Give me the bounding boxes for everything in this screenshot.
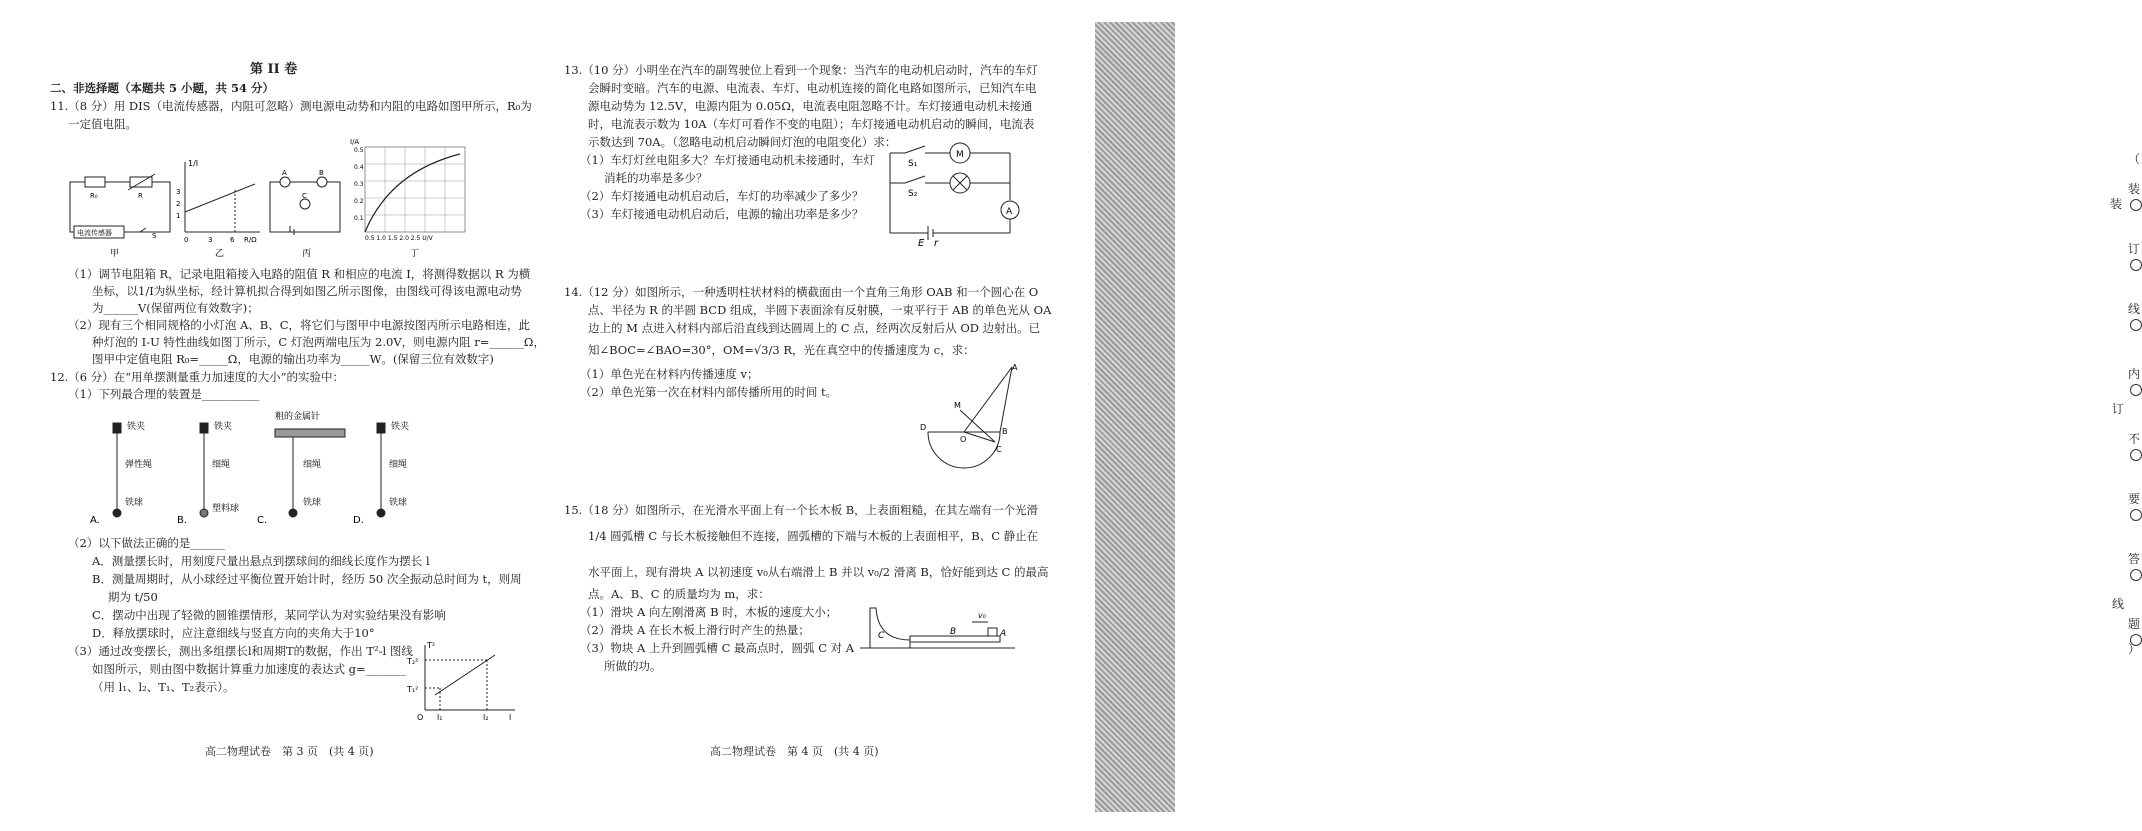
svg-text:l: l bbox=[509, 713, 512, 722]
side-char-2: 订 bbox=[2112, 402, 2125, 416]
left-page bbox=[0, 0, 560, 831]
q12-opt-b1: B．测量周期时，从小球经过平衡位置开始计时，经历 50 次全振动总时间为 t，则周 bbox=[92, 572, 522, 586]
svg-text:A: A bbox=[1012, 363, 1018, 372]
binding-line bbox=[1060, 0, 2141, 831]
svg-text:1/I: 1/I bbox=[188, 159, 199, 168]
label-yi: 乙 bbox=[215, 249, 225, 259]
svg-text:l₁: l₁ bbox=[437, 713, 443, 722]
circuit-bing bbox=[270, 177, 340, 235]
q11-sub1-l3: 为______V(保留两位有效数字)； bbox=[92, 301, 259, 315]
q15-l4: 点。A、B、C 的质量均为 m，求： bbox=[588, 587, 770, 601]
q15-s2: （2）滑块 A 在长木板上滑行时产生的热量； bbox=[580, 623, 810, 637]
svg-text:M: M bbox=[956, 150, 964, 160]
q13-s1a: （1）车灯灯丝电阻多大？车灯接通电动机未接通时，车灯 bbox=[580, 153, 875, 167]
label-tieqiu-c: 铁球 bbox=[303, 498, 322, 508]
label-tiejia-b: 铁夹 bbox=[214, 422, 233, 432]
q12-opt-b2: 期为 t/50 bbox=[108, 590, 158, 604]
q11-sub2-l1: （2）现有三个相同规格的小灯泡 A、B、C，将它们与图甲中电源按图丙所示电路相连，此 bbox=[68, 318, 531, 332]
label-bing: 丙 bbox=[302, 249, 312, 259]
side-char-1: 装 bbox=[2110, 197, 2123, 211]
q13-s1b: 消耗的功率是多少？ bbox=[604, 171, 708, 185]
label-tieqiu-a: 铁球 bbox=[125, 498, 144, 508]
volume-header: 第 II 卷 bbox=[250, 62, 298, 77]
side-char-3: 线 bbox=[2112, 597, 2125, 611]
q12-sub3-l1: （3）通过改变摆长，测出多组摆长l和周期T的数据，作出 T²-l 图线 bbox=[68, 644, 413, 658]
q12-opt-a: A．测量摆长时，用刻度尺量出悬点到摆球间的细线长度作为摆长 l bbox=[92, 554, 430, 568]
svg-text:0.4: 0.4 bbox=[354, 164, 364, 171]
svg-text:l₂: l₂ bbox=[483, 713, 489, 722]
right-footer: 高二物理试卷 第 4 页 (共 4 页) bbox=[710, 745, 879, 758]
q15-l3: 水平面上，现有滑块 A 以初速度 v₀从右端滑上 B 并以 v₀/2 滑离 B，恰好能到达 C 的最高 bbox=[588, 565, 1049, 579]
svg-text:3: 3 bbox=[176, 188, 181, 196]
label-jia: 甲 bbox=[110, 249, 120, 259]
q12-opt-d: D．释放摆球时，应注意细线与竖直方向的夹角大于10° bbox=[92, 626, 375, 640]
label-suliao: 塑料球 bbox=[212, 504, 240, 514]
label-xisheng-d: 细绳 bbox=[389, 460, 408, 470]
svg-text:R₀: R₀ bbox=[90, 192, 98, 200]
seal-paren-top: （ bbox=[2128, 152, 2141, 166]
left-footer: 高二物理试卷 第 3 页 (共 4 页) bbox=[205, 745, 374, 758]
q12-sub3-l2: 如图所示，则由图中数据计算重力加速度的表达式 g=_______ bbox=[92, 662, 406, 676]
svg-text:A: A bbox=[1000, 629, 1007, 639]
svg-text:3: 3 bbox=[208, 236, 213, 244]
label-jinshu: 粗的金属针 bbox=[275, 412, 321, 422]
q11-sub2-l3: 图甲中定值电阻 R₀=_____Ω，电源的输出功率为_____W。(保留三位有效数字) bbox=[92, 352, 494, 366]
svg-text:M: M bbox=[954, 401, 961, 410]
q13-l5: 示数达到 70A。（忽略电动机启动瞬间灯泡的电阻变化）求： bbox=[588, 135, 897, 149]
section-title: 二、非选择题（本题共 5 小题，共 54 分） bbox=[50, 81, 275, 95]
svg-text:I/A: I/A bbox=[350, 138, 360, 146]
svg-text:C: C bbox=[996, 445, 1002, 454]
q13-s3: （3）车灯接通电动机启动后，电源的输出功率是多少？ bbox=[580, 207, 864, 221]
svg-text:O: O bbox=[960, 435, 967, 444]
svg-text:v₀: v₀ bbox=[978, 611, 986, 620]
svg-text:B: B bbox=[1002, 427, 1008, 436]
svg-text:S₂: S₂ bbox=[908, 189, 918, 199]
q14-l4: 知∠BOC=∠BAO=30°，OM=√3/3 R，光在真空中的传播速度为 c，求： bbox=[588, 343, 975, 357]
seal-char-7: 答 bbox=[2128, 550, 2142, 581]
q15-l2: 1/4 圆弧槽 C 与长木板接触但不连接，圆弧槽的下端与木板的上表面相平，B、C 静止在 bbox=[588, 529, 1039, 543]
svg-text:T²: T² bbox=[427, 641, 436, 650]
svg-text:S: S bbox=[152, 232, 157, 240]
seal-char-6: 要 bbox=[2128, 490, 2142, 521]
svg-text:O: O bbox=[417, 713, 424, 722]
hatched-margin bbox=[1095, 22, 1175, 812]
q14-l2: 点、半径为 R 的半圆 BCD 组成，半圆下表面涂有反射膜，一束平行于 AB 的单色光从 OA bbox=[588, 303, 1052, 317]
q11-sub1-l1: （1）调节电阻箱 R，记录电阻箱接入电路的阻值 R 和相应的电流 I，将测得数据以 R 为横 bbox=[68, 267, 531, 281]
svg-text:C: C bbox=[878, 631, 885, 641]
svg-text:6: 6 bbox=[230, 236, 235, 244]
q11-sub2-l2: 种灯泡的 I-U 特性曲线如图丁所示，C 灯泡两端电压为 2.0V，则电源内阻 r=______Ω， bbox=[92, 335, 545, 349]
q11-line1: 11.（8 分）用 DIS（电流传感器，内阻可忽略）测电源电动势和内阻的电路如图甲所示，R₀为 bbox=[50, 99, 532, 113]
q12-sub1: （1）下列最合理的装置是__________ bbox=[68, 387, 260, 401]
seal-char-2: 订 bbox=[2128, 240, 2142, 271]
right-page bbox=[560, 0, 1060, 831]
q12-figures bbox=[85, 405, 425, 530]
q13-l2: 会瞬时变暗。汽车的电源、电流表、车灯、电动机连接的简化电路如图所示，已知汽车电 bbox=[588, 81, 1037, 95]
option-d-label: D. bbox=[353, 515, 364, 526]
graph-yi bbox=[185, 162, 260, 232]
svg-text:T₁²: T₁² bbox=[407, 685, 419, 694]
svg-text:B: B bbox=[319, 169, 324, 177]
q11-sub1-l2: 坐标，以1/I为纵坐标，经计算机拟合得到如图乙所示图像，由图线可得该电源电动势 bbox=[92, 284, 522, 298]
q11-line2: 一定值电阻。 bbox=[68, 117, 137, 131]
seal-char-4: 内 bbox=[2128, 365, 2142, 396]
svg-text:R: R bbox=[138, 192, 143, 200]
svg-text:T₂²: T₂² bbox=[407, 657, 419, 666]
seal-paren-bottom: ） bbox=[2128, 642, 2141, 656]
graph-ding bbox=[365, 147, 465, 232]
option-c-label: C. bbox=[257, 515, 268, 526]
q11-figures bbox=[60, 132, 480, 262]
seal-char-3: 线 bbox=[2128, 300, 2142, 331]
q15-l1: 15.（18 分）如图所示，在光滑水平面上有一个长木板 B，上表面粗糙，在其左端有一个光滑 bbox=[564, 503, 1039, 517]
label-tanxing: 弹性绳 bbox=[125, 460, 153, 470]
seal-char-1: 装 bbox=[2128, 180, 2142, 211]
svg-text:0.5: 0.5 bbox=[354, 147, 364, 154]
svg-text:R/Ω: R/Ω bbox=[244, 236, 257, 244]
seal-char-5: 不 bbox=[2128, 430, 2142, 461]
label-tiejia-d: 铁夹 bbox=[391, 422, 410, 432]
svg-text:E: E bbox=[918, 238, 925, 249]
q15-s1: （1）滑块 A 向左刚滑离 B 时，木板的速度大小； bbox=[580, 605, 838, 619]
svg-text:0.2: 0.2 bbox=[354, 198, 364, 205]
label-xisheng-b: 细绳 bbox=[212, 460, 231, 470]
seal-char-8: 题 bbox=[2128, 615, 2142, 646]
q14-figure bbox=[920, 362, 1030, 472]
svg-text:0: 0 bbox=[184, 236, 189, 244]
q15-s3b: 所做的功。 bbox=[604, 659, 662, 673]
svg-text:0.3: 0.3 bbox=[354, 181, 364, 188]
label-tieqiu-d: 铁球 bbox=[389, 498, 408, 508]
q13-circuit bbox=[880, 138, 1040, 248]
q12-title: 12.（6 分）在“用单摆测量重力加速度的大小”的实验中： bbox=[50, 370, 345, 384]
label-ding: 丁 bbox=[410, 249, 420, 259]
q13-l1: 13.（10 分）小明坐在汽车的副驾驶位上看到一个现象：当汽车的电动机启动时，汽车的车灯 bbox=[564, 63, 1038, 77]
q14-l1: 14.（12 分）如图所示，一种透明柱状材料的横截面由一个直角三角形 OAB 和一个圆心在 O bbox=[564, 285, 1039, 299]
t2-l-graph bbox=[405, 640, 525, 725]
q13-l3: 源电动势为 12.5V，电源内阻为 0.05Ω，电流表电阻忽略不计。车灯接通电动机未接通 bbox=[588, 99, 1033, 113]
q15-s3a: （3）物块 A 上升到圆弧槽 C 最高点时，圆弧 C 对 A bbox=[580, 641, 855, 655]
svg-text:A: A bbox=[1006, 207, 1013, 217]
svg-text:0.5 1.0 1.5 2.0 2.5 U/V: 0.5 1.0 1.5 2.0 2.5 U/V bbox=[365, 235, 433, 242]
q13-l4: 时，电流表示数为 10A（车灯可看作不变的电阻）；车灯接通电动机启动的瞬间，电流表 bbox=[588, 117, 1035, 131]
svg-text:电流传感器: 电流传感器 bbox=[77, 229, 112, 237]
q13-s2: （2）车灯接通电动机启动后，车灯的功率减少了多少？ bbox=[580, 189, 864, 203]
svg-text:0.1: 0.1 bbox=[354, 215, 364, 222]
q14-l3: 边上的 M 点进入材料内部后沿直线到达圆周上的 C 点，经两次反射后从 OD 边射出。已 bbox=[588, 321, 1041, 335]
svg-text:2: 2 bbox=[176, 200, 181, 208]
label-xisheng-c: 细绳 bbox=[303, 460, 322, 470]
svg-text:S₁: S₁ bbox=[908, 159, 918, 169]
q12-opt-c: C．摆动中出现了轻微的圆锥摆情形，某同学认为对实验结果没有影响 bbox=[92, 608, 446, 622]
svg-text:C: C bbox=[302, 192, 307, 200]
svg-text:B: B bbox=[950, 627, 957, 637]
svg-text:r: r bbox=[934, 238, 939, 249]
svg-text:A: A bbox=[282, 169, 287, 177]
svg-text:1: 1 bbox=[176, 212, 181, 220]
label-tiejia-a: 铁夹 bbox=[127, 422, 146, 432]
q12-sub3-l3: （用 l₁、l₂、T₁、T₂表示）。 bbox=[92, 680, 235, 694]
option-a-label: A. bbox=[90, 515, 100, 526]
q15-figure bbox=[860, 600, 1020, 660]
option-b-label: B. bbox=[177, 515, 188, 526]
q14-s2: （2）单色光第一次在材料内部传播所用的时间 t。 bbox=[580, 385, 838, 399]
svg-text:D: D bbox=[920, 423, 927, 432]
q14-s1: （1）单色光在材料内传播速度 v； bbox=[580, 367, 759, 381]
q12-sub2: （2）以下做法正确的是______ bbox=[68, 536, 225, 550]
